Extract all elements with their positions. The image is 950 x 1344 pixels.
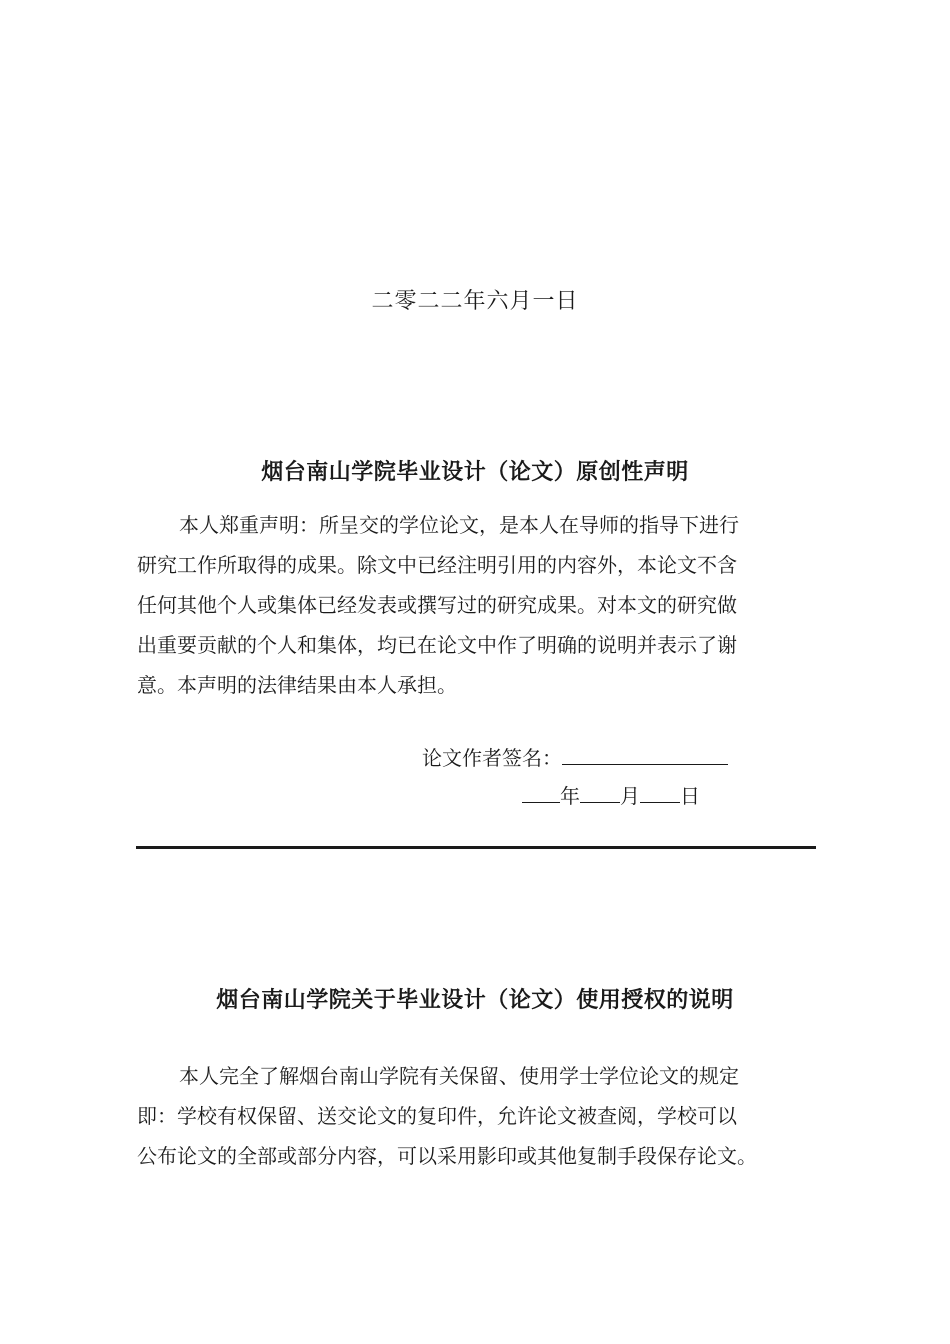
signature-date-row <box>522 780 700 812</box>
declaration-line: 本人郑重声明：所呈交的学位论文，是本人在导师的指导下进行 <box>179 513 739 537</box>
declaration-line: 任何其他个人或集体已经发表或撰写过的研究成果。对本文的研究做 <box>137 593 737 617</box>
section-divider <box>136 846 816 849</box>
declaration-paragraph <box>137 505 817 705</box>
authorization-line: 公布论文的全部或部分内容，可以采用影印或其他复制手段保存论文。 <box>137 1144 757 1168</box>
declaration-line: 研究工作所取得的成果。除文中已经注明引用的内容外，本论文不含 <box>137 553 737 577</box>
day-blank[interactable] <box>640 782 680 803</box>
year-blank[interactable] <box>522 782 560 803</box>
authorization-line: 本人完全了解烟台南山学院有关保留、使用学士学位论文的规定 <box>179 1064 739 1088</box>
signature-row <box>422 742 728 774</box>
month-label: 月 <box>620 784 640 808</box>
authorization-paragraph <box>137 1056 817 1176</box>
declaration-line: 出重要贡献的个人和集体，均已在论文中作了明确的说明并表示了谢 <box>137 633 737 657</box>
authorization-line: 即：学校有权保留、送交论文的复印件，允许论文被查阅，学校可以 <box>137 1104 737 1128</box>
signature-blank[interactable] <box>562 744 728 765</box>
declaration-title: 烟台南山学院毕业设计（论文）原创性声明 <box>261 460 689 485</box>
declaration-line: 意。本声明的法律结果由本人承担。 <box>137 673 457 697</box>
year-label: 年 <box>560 784 580 808</box>
authorization-title: 烟台南山学院关于毕业设计（论文）使用授权的说明 <box>216 988 734 1013</box>
signature-label: 论文作者签名： <box>422 746 562 770</box>
day-label: 日 <box>680 784 700 808</box>
cover-date: 二零二二年六月一日 <box>371 289 579 314</box>
month-blank[interactable] <box>580 782 620 803</box>
